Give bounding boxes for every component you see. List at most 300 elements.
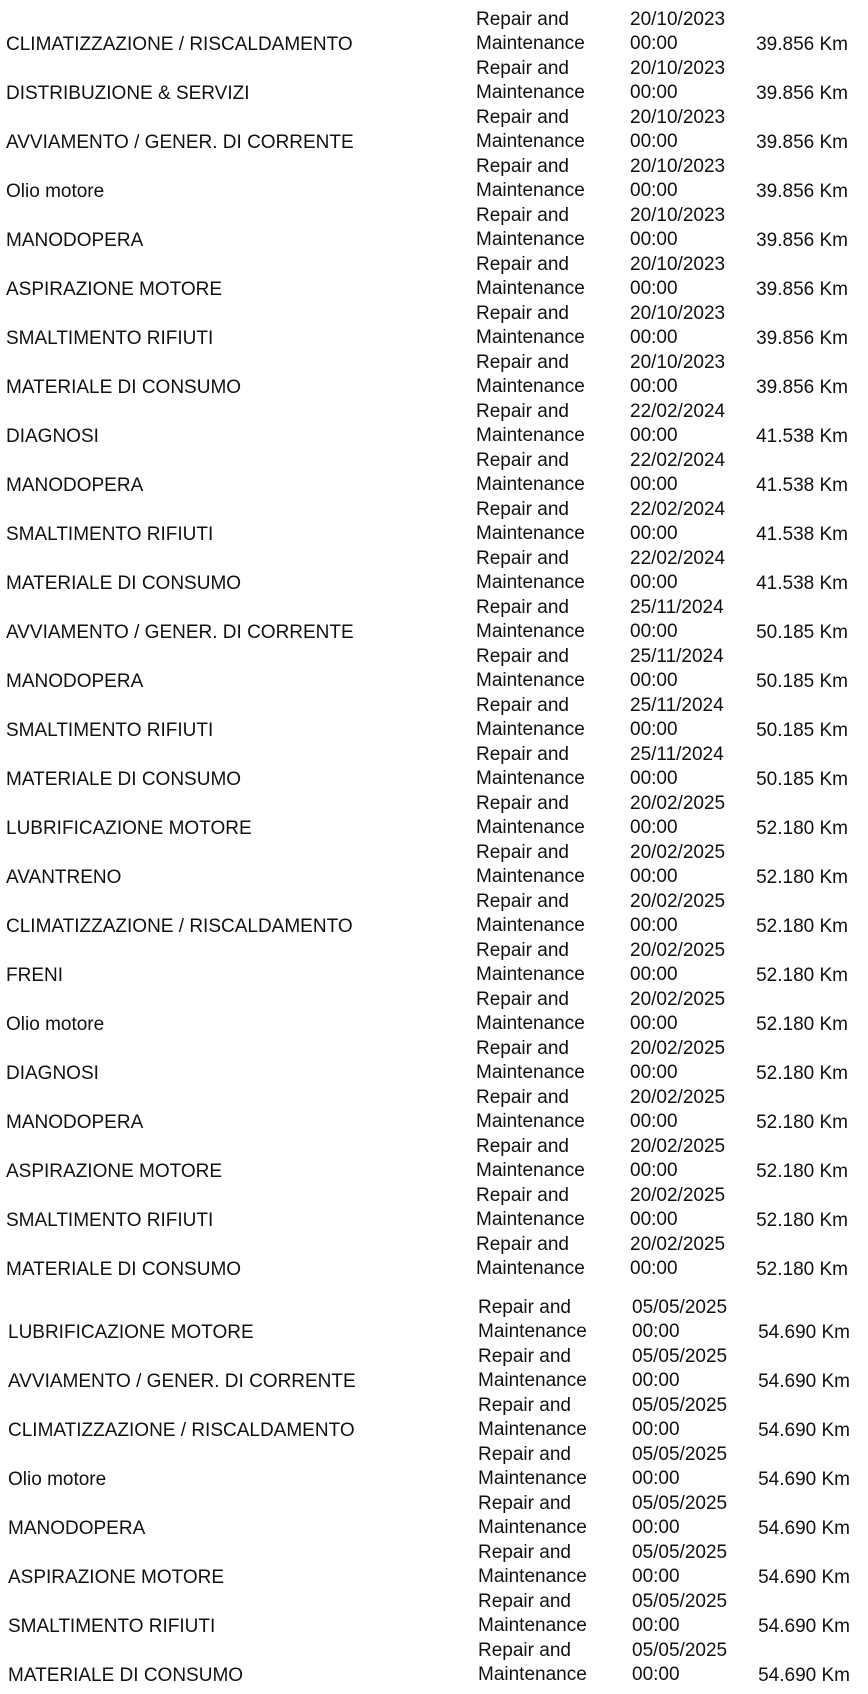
service-type-line2: Maintenance (476, 523, 585, 544)
service-date: 25/11/2024 (630, 646, 724, 667)
service-type (476, 204, 585, 252)
service-type (476, 1184, 585, 1232)
odometer-reading: 54.690 Km (758, 1616, 850, 1637)
component-name: Olio motore (6, 1014, 105, 1035)
component-name: CLIMATIZZAZIONE / RISCALDAMENTO (6, 34, 353, 55)
service-time: 00:00 (632, 1517, 680, 1538)
component-name: Olio motore (6, 181, 105, 202)
service-type-line1: Repair and (476, 989, 569, 1010)
service-type (476, 57, 585, 105)
service-time: 00:00 (630, 964, 678, 985)
service-type-line1: Repair and (476, 1087, 569, 1108)
service-date: 05/05/2025 (632, 1395, 728, 1416)
component-name: AVVIAMENTO / GENER. DI CORRENTE (6, 622, 354, 643)
service-type-line1: Repair and (478, 1395, 571, 1416)
table-row (0, 1038, 868, 1087)
service-date: 25/11/2024 (630, 744, 724, 765)
table-row (0, 1234, 868, 1283)
service-time: 00:00 (630, 131, 678, 152)
service-history-table (0, 9, 868, 1283)
service-datetime (632, 1590, 727, 1638)
service-time: 00:00 (630, 474, 678, 495)
odometer-reading: 52.180 Km (756, 916, 848, 937)
service-datetime (630, 939, 725, 987)
component-name: CLIMATIZZAZIONE / RISCALDAMENTO (8, 1420, 355, 1441)
service-type-line1: Repair and (478, 1640, 571, 1661)
service-type (476, 547, 585, 595)
service-type-line2: Maintenance (476, 915, 585, 936)
table-row (0, 1297, 868, 1346)
service-type-line1: Repair and (476, 1234, 569, 1255)
component-name: SMALTIMENTO RIFIUTI (6, 524, 214, 545)
service-time: 00:00 (630, 866, 678, 887)
service-type-line2: Maintenance (476, 1111, 585, 1132)
service-type-line2: Maintenance (476, 1160, 585, 1181)
service-date: 20/10/2023 (630, 254, 726, 275)
table-row (0, 842, 868, 891)
odometer-reading: 39.856 Km (756, 181, 848, 202)
service-type (476, 8, 585, 56)
service-type-line1: Repair and (476, 744, 569, 765)
odometer-reading: 39.856 Km (756, 279, 848, 300)
service-type-line2: Maintenance (476, 1258, 585, 1279)
table-row (0, 1591, 868, 1640)
service-type (478, 1296, 587, 1344)
odometer-reading: 54.690 Km (758, 1665, 850, 1686)
service-type-line2: Maintenance (476, 1013, 585, 1034)
component-name: LUBRIFICAZIONE MOTORE (8, 1322, 254, 1343)
service-datetime (632, 1345, 727, 1393)
odometer-reading: 50.185 Km (756, 671, 848, 692)
service-datetime (630, 1233, 725, 1281)
service-type-line1: Repair and (476, 597, 569, 618)
service-date: 20/02/2025 (630, 1234, 726, 1255)
service-type (476, 743, 585, 791)
service-type-line2: Maintenance (478, 1370, 587, 1391)
service-date: 20/02/2025 (630, 1087, 726, 1108)
service-datetime (630, 302, 725, 350)
odometer-reading: 50.185 Km (756, 769, 848, 790)
table-row (0, 548, 868, 597)
service-type-line2: Maintenance (476, 425, 585, 446)
service-date: 20/02/2025 (630, 1136, 726, 1157)
service-type (478, 1492, 587, 1540)
component-name: MATERIALE DI CONSUMO (6, 573, 242, 594)
service-time: 00:00 (630, 621, 678, 642)
odometer-reading: 52.180 Km (756, 818, 848, 839)
service-type-line2: Maintenance (476, 33, 585, 54)
odometer-reading: 52.180 Km (756, 1063, 848, 1084)
service-datetime (630, 253, 725, 301)
service-type-line1: Repair and (476, 156, 569, 177)
service-datetime (630, 449, 725, 497)
service-type-line1: Repair and (476, 1038, 569, 1059)
service-time: 00:00 (630, 1258, 678, 1279)
service-type-line2: Maintenance (476, 327, 585, 348)
service-type-line2: Maintenance (478, 1468, 587, 1489)
service-time: 00:00 (630, 180, 678, 201)
service-date: 20/10/2023 (630, 58, 726, 79)
odometer-reading: 54.690 Km (758, 1567, 850, 1588)
service-date: 20/10/2023 (630, 352, 726, 373)
odometer-reading: 54.690 Km (758, 1518, 850, 1539)
service-date: 22/02/2024 (630, 548, 726, 569)
service-datetime (630, 792, 725, 840)
service-type-line2: Maintenance (476, 768, 585, 789)
odometer-reading: 41.538 Km (756, 573, 848, 594)
service-type-line2: Maintenance (478, 1517, 587, 1538)
table-row (0, 891, 868, 940)
service-time: 00:00 (632, 1566, 680, 1587)
service-time: 00:00 (630, 1160, 678, 1181)
service-date: 20/02/2025 (630, 989, 726, 1010)
service-type-line1: Repair and (476, 499, 569, 520)
service-time: 00:00 (632, 1321, 680, 1342)
odometer-reading: 39.856 Km (756, 328, 848, 349)
odometer-reading: 39.856 Km (756, 377, 848, 398)
service-date: 20/02/2025 (630, 793, 726, 814)
service-datetime (630, 1135, 725, 1183)
service-datetime (630, 106, 725, 154)
service-datetime (630, 1184, 725, 1232)
component-name: CLIMATIZZAZIONE / RISCALDAMENTO (6, 916, 353, 937)
table-row (0, 303, 868, 352)
component-name: MANODOPERA (8, 1518, 146, 1539)
component-name: Olio motore (8, 1469, 107, 1490)
service-date: 05/05/2025 (632, 1542, 728, 1563)
component-name: MANODOPERA (6, 475, 144, 496)
component-name: SMALTIMENTO RIFIUTI (6, 720, 214, 741)
table-row (0, 1395, 868, 1444)
service-time: 00:00 (630, 719, 678, 740)
service-date: 05/05/2025 (632, 1640, 728, 1661)
component-name: ASPIRAZIONE MOTORE (6, 279, 223, 300)
component-name: LUBRIFICAZIONE MOTORE (6, 818, 252, 839)
service-type-line1: Repair and (476, 646, 569, 667)
service-type (476, 645, 585, 693)
service-date: 20/02/2025 (630, 842, 726, 863)
service-date: 20/10/2023 (630, 205, 726, 226)
table-row (0, 1185, 868, 1234)
odometer-reading: 39.856 Km (756, 230, 848, 251)
service-time: 00:00 (632, 1615, 680, 1636)
service-time: 00:00 (630, 278, 678, 299)
service-datetime (630, 547, 725, 595)
service-type (476, 253, 585, 301)
service-type-line1: Repair and (478, 1444, 571, 1465)
service-date: 20/10/2023 (630, 303, 726, 324)
table-row (0, 352, 868, 401)
odometer-reading: 52.180 Km (756, 1210, 848, 1231)
service-date: 20/02/2025 (630, 891, 726, 912)
service-type-line2: Maintenance (476, 82, 585, 103)
service-time: 00:00 (630, 817, 678, 838)
table-row (0, 205, 868, 254)
table-row (0, 254, 868, 303)
odometer-reading: 54.690 Km (758, 1322, 850, 1343)
service-time: 00:00 (632, 1370, 680, 1391)
component-name: FRENI (6, 965, 63, 986)
service-type-line2: Maintenance (478, 1615, 587, 1636)
odometer-reading: 52.180 Km (756, 1112, 848, 1133)
service-type-line1: Repair and (476, 842, 569, 863)
service-datetime (632, 1296, 727, 1344)
service-datetime (630, 8, 725, 56)
component-name: ASPIRAZIONE MOTORE (6, 1161, 223, 1182)
component-name: SMALTIMENTO RIFIUTI (6, 328, 214, 349)
table-row (0, 1087, 868, 1136)
service-type-line2: Maintenance (476, 1209, 585, 1230)
service-time: 00:00 (630, 768, 678, 789)
service-type (476, 1233, 585, 1281)
service-type (476, 106, 585, 154)
service-time: 00:00 (630, 425, 678, 446)
service-type (476, 1086, 585, 1134)
service-type (476, 351, 585, 399)
service-type-line1: Repair and (476, 352, 569, 373)
table-row (0, 450, 868, 499)
service-time: 00:00 (632, 1468, 680, 1489)
service-datetime (630, 743, 724, 791)
service-time: 00:00 (632, 1664, 680, 1685)
service-date: 20/02/2025 (630, 1185, 726, 1206)
service-datetime (630, 1086, 725, 1134)
service-time: 00:00 (630, 1209, 678, 1230)
service-type-line2: Maintenance (476, 572, 585, 593)
service-type-line1: Repair and (478, 1346, 571, 1367)
service-type-line2: Maintenance (476, 131, 585, 152)
odometer-reading: 50.185 Km (756, 720, 848, 741)
service-type-line1: Repair and (476, 695, 569, 716)
service-type-line2: Maintenance (476, 278, 585, 299)
service-type-line1: Repair and (476, 9, 569, 30)
service-type (476, 694, 585, 742)
service-date: 20/10/2023 (630, 9, 726, 30)
service-datetime (632, 1639, 727, 1687)
service-type (478, 1639, 587, 1687)
service-type-line1: Repair and (478, 1542, 571, 1563)
service-date: 22/02/2024 (630, 401, 726, 422)
service-type-line1: Repair and (476, 1136, 569, 1157)
service-type (476, 400, 585, 448)
service-type (478, 1590, 587, 1638)
service-time: 00:00 (630, 523, 678, 544)
service-type-line1: Repair and (476, 891, 569, 912)
table-row (0, 989, 868, 1038)
component-name: AVVIAMENTO / GENER. DI CORRENTE (8, 1371, 356, 1392)
service-type-line1: Repair and (476, 548, 569, 569)
service-time: 00:00 (630, 1111, 678, 1132)
service-type (476, 939, 585, 987)
component-name: MANODOPERA (6, 230, 144, 251)
service-datetime (630, 988, 725, 1036)
component-name: MATERIALE DI CONSUMO (6, 769, 242, 790)
service-datetime (630, 57, 725, 105)
component-name: MATERIALE DI CONSUMO (6, 1259, 242, 1280)
odometer-reading: 54.690 Km (758, 1469, 850, 1490)
odometer-reading: 41.538 Km (756, 426, 848, 447)
table-row (0, 1346, 868, 1395)
component-name: MATERIALE DI CONSUMO (6, 377, 242, 398)
odometer-reading: 39.856 Km (756, 83, 848, 104)
service-type (476, 302, 585, 350)
table-row (0, 744, 868, 793)
service-datetime (630, 1037, 725, 1085)
component-name: SMALTIMENTO RIFIUTI (6, 1210, 214, 1231)
service-type-line1: Repair and (476, 107, 569, 128)
service-date: 20/02/2025 (630, 940, 726, 961)
service-type-line2: Maintenance (476, 621, 585, 642)
service-type-line1: Repair and (476, 940, 569, 961)
service-history-table-continued (0, 1297, 868, 1689)
service-datetime (630, 694, 724, 742)
service-datetime (630, 400, 725, 448)
table-row (0, 58, 868, 107)
service-date: 20/02/2025 (630, 1038, 726, 1059)
service-type-line2: Maintenance (476, 376, 585, 397)
service-date: 20/10/2023 (630, 107, 726, 128)
component-name: DISTRIBUZIONE & SERVIZI (6, 83, 250, 104)
odometer-reading: 41.538 Km (756, 475, 848, 496)
service-date: 22/02/2024 (630, 450, 726, 471)
service-type (478, 1345, 587, 1393)
service-type-line1: Repair and (476, 254, 569, 275)
odometer-reading: 41.538 Km (756, 524, 848, 545)
component-name: MATERIALE DI CONSUMO (8, 1665, 244, 1686)
component-name: ASPIRAZIONE MOTORE (8, 1567, 225, 1588)
service-type-line2: Maintenance (476, 964, 585, 985)
service-datetime (632, 1394, 727, 1442)
table-row (0, 401, 868, 450)
odometer-reading: 54.690 Km (758, 1371, 850, 1392)
table-row (0, 1640, 868, 1689)
service-type (478, 1443, 587, 1491)
service-type-line2: Maintenance (476, 719, 585, 740)
service-datetime (630, 498, 725, 546)
service-time: 00:00 (630, 376, 678, 397)
service-type-line1: Repair and (478, 1591, 571, 1612)
service-type-line1: Repair and (476, 401, 569, 422)
service-type-line2: Maintenance (476, 1062, 585, 1083)
service-type (476, 988, 585, 1036)
service-time: 00:00 (630, 572, 678, 593)
service-type-line2: Maintenance (478, 1664, 587, 1685)
service-datetime (630, 351, 725, 399)
component-name: MANODOPERA (6, 1112, 144, 1133)
service-date: 05/05/2025 (632, 1591, 728, 1612)
service-type-line2: Maintenance (476, 817, 585, 838)
table-row (0, 695, 868, 744)
table-row (0, 646, 868, 695)
service-type (476, 155, 585, 203)
service-type-line2: Maintenance (476, 180, 585, 201)
component-name: DIAGNOSI (6, 1063, 99, 1084)
service-type-line1: Repair and (476, 303, 569, 324)
service-date: 25/11/2024 (630, 597, 724, 618)
service-date: 20/10/2023 (630, 156, 726, 177)
service-type-line1: Repair and (478, 1493, 571, 1514)
service-type-line1: Repair and (476, 450, 569, 471)
service-date: 22/02/2024 (630, 499, 726, 520)
service-type-line1: Repair and (476, 205, 569, 226)
service-type (476, 449, 585, 497)
table-row (0, 107, 868, 156)
service-datetime (632, 1492, 727, 1540)
service-time: 00:00 (630, 670, 678, 691)
service-datetime (632, 1541, 727, 1589)
odometer-reading: 52.180 Km (756, 965, 848, 986)
service-type (476, 498, 585, 546)
service-type (476, 1037, 585, 1085)
service-time: 00:00 (630, 229, 678, 250)
service-datetime (630, 841, 725, 889)
component-name: SMALTIMENTO RIFIUTI (8, 1616, 216, 1637)
service-datetime (632, 1443, 727, 1491)
table-row (0, 597, 868, 646)
service-type-line2: Maintenance (478, 1419, 587, 1440)
odometer-reading: 39.856 Km (756, 132, 848, 153)
service-type (476, 596, 585, 644)
service-date: 05/05/2025 (632, 1297, 728, 1318)
table-row (0, 793, 868, 842)
odometer-reading: 52.180 Km (756, 1259, 848, 1280)
service-date: 05/05/2025 (632, 1346, 728, 1367)
table-row (0, 1136, 868, 1185)
service-type-line2: Maintenance (476, 229, 585, 250)
service-time: 00:00 (632, 1419, 680, 1440)
service-time: 00:00 (630, 1013, 678, 1034)
table-row (0, 9, 868, 58)
odometer-reading: 52.180 Km (756, 1014, 848, 1035)
service-type-line2: Maintenance (478, 1321, 587, 1342)
table-row (0, 1542, 868, 1591)
component-name: DIAGNOSI (6, 426, 99, 447)
odometer-reading: 50.185 Km (756, 622, 848, 643)
service-datetime (630, 155, 725, 203)
service-type (478, 1394, 587, 1442)
service-type (476, 792, 585, 840)
table-row (0, 940, 868, 989)
table-row (0, 1444, 868, 1493)
service-type-line2: Maintenance (476, 670, 585, 691)
service-type (476, 1135, 585, 1183)
service-type-line2: Maintenance (476, 474, 585, 495)
odometer-reading: 52.180 Km (756, 1161, 848, 1182)
service-datetime (630, 596, 724, 644)
service-date: 25/11/2024 (630, 695, 724, 716)
service-type-line1: Repair and (476, 1185, 569, 1206)
service-type-line2: Maintenance (478, 1566, 587, 1587)
service-time: 00:00 (630, 327, 678, 348)
service-time: 00:00 (630, 33, 678, 54)
service-type-line1: Repair and (478, 1297, 571, 1318)
odometer-reading: 54.690 Km (758, 1420, 850, 1441)
component-name: AVANTRENO (6, 867, 122, 888)
service-date: 05/05/2025 (632, 1493, 728, 1514)
service-datetime (630, 890, 725, 938)
table-row (0, 156, 868, 205)
service-type (478, 1541, 587, 1589)
service-type (476, 841, 585, 889)
service-time: 00:00 (630, 1062, 678, 1083)
table-row (0, 499, 868, 548)
component-name: MANODOPERA (6, 671, 144, 692)
service-time: 00:00 (630, 915, 678, 936)
odometer-reading: 39.856 Km (756, 34, 848, 55)
component-name: AVVIAMENTO / GENER. DI CORRENTE (6, 132, 354, 153)
service-datetime (630, 645, 724, 693)
service-type-line2: Maintenance (476, 866, 585, 887)
